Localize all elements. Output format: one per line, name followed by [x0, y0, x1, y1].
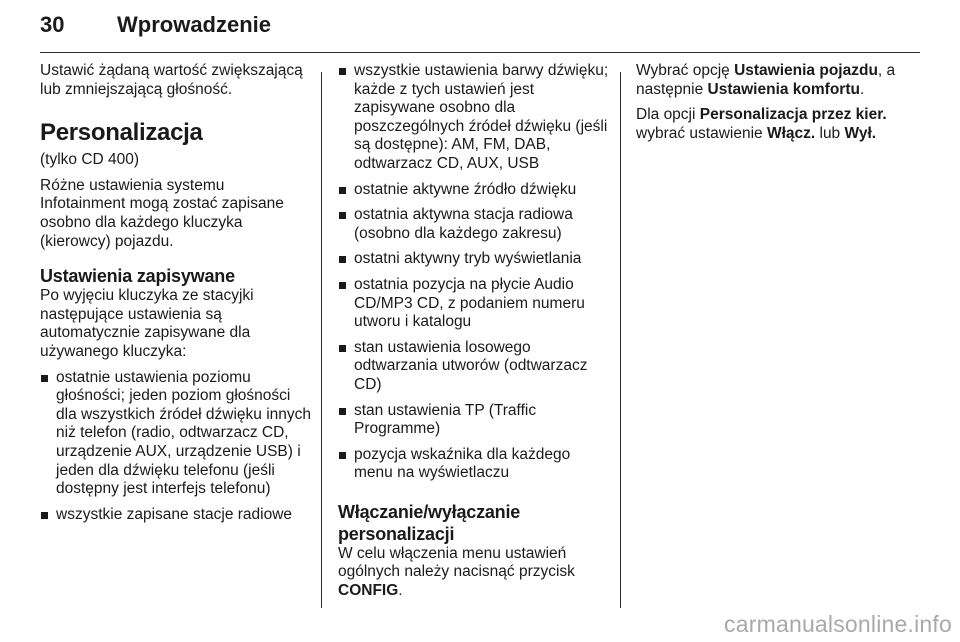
page-header — [40, 0, 920, 53]
column-middle — [338, 62, 612, 608]
config-button-label: CONFIG — [338, 582, 399, 600]
square-bullet-icon — [339, 68, 346, 75]
list-item: ostatni aktywny tryb wyświetlania — [338, 250, 612, 269]
subsection-heading: Włączanie/wyłączanie personalizacji — [338, 501, 521, 544]
body-paragraph: Wybrać opcję Ustawienia pojazdu, a następnie Ustawienia komfortu. — [636, 62, 896, 98]
menu-option: Ustawienia pojazdu — [734, 62, 878, 79]
square-bullet-icon — [339, 408, 346, 415]
square-bullet-icon — [41, 512, 48, 519]
menu-option: Ustawienia komfortu — [707, 80, 860, 98]
subsection-heading: Ustawienia zapisywane — [40, 266, 235, 287]
body-paragraph: W celu włączenia menu ustawień ogólnych należy nacisnąć przycisk CONFIG. — [338, 544, 575, 600]
page-number: 30 — [40, 12, 65, 37]
settings-list — [40, 369, 312, 525]
column-right — [636, 62, 926, 150]
chapter-title: Wprowadzenie — [117, 12, 272, 37]
section-heading: Personalizacja — [40, 119, 203, 147]
column-divider — [321, 72, 322, 608]
list-item: pozycja wskaźnika dla każdego menu na wyświetlaczu — [338, 446, 612, 483]
square-bullet-icon — [339, 256, 346, 263]
list-item: ostatnie aktywne źródło dźwięku — [338, 181, 612, 200]
settings-list — [338, 62, 612, 483]
square-bullet-icon — [339, 212, 346, 219]
menu-option: Personalizacja przez kier. — [699, 106, 887, 124]
square-bullet-icon — [41, 375, 48, 382]
body-paragraph: Dla opcji Personalizacja przez kier. wybrać ustawienie Włącz. lub Wył. — [636, 106, 887, 142]
square-bullet-icon — [339, 282, 346, 289]
column-left — [40, 62, 312, 531]
square-bullet-icon — [339, 452, 346, 459]
column-divider — [620, 72, 621, 608]
list-item: ostatnia aktywna stacja radiowa (osobno dla każdego zakresu) — [338, 206, 612, 243]
square-bullet-icon — [339, 345, 346, 352]
watermark: carmanualsonline.info — [724, 611, 952, 637]
list-item: stan ustawienia losowego odtwarzania utworów (odtwarzacz CD) — [338, 339, 612, 395]
list-item: ostatnie ustawienia poziomu głośności; jeden poziom głośności dla wszystkich źródeł dźwięku innych niż telefon (radio, odtwarzacz CD, urządzenie AUX, urządzenie USB) i jeden dla dźwięku telefonu (jeśli dostępny jest interfejs telefonu) — [40, 369, 312, 499]
menu-option: Wył. — [844, 124, 877, 142]
list-item: wszystkie zapisane stacje radiowe — [40, 506, 312, 525]
menu-option: Włącz. — [766, 124, 816, 142]
list-item: stan ustawienia TP (Traffic Programme) — [338, 402, 612, 439]
body-paragraph: Po wyjęciu kluczyka ze stacyjki następujące ustawienia są automatycznie zapisywane dla używanego kluczyka: — [40, 287, 254, 360]
list-item: wszystkie ustawienia barwy dźwięku; każde z tych ustawień jest zapisywane osobno dla poszczególnych źródeł dźwięku (jeśli są dostępne): AM, FM, DAB, odtwarzacz CD, AUX, USB — [338, 62, 612, 174]
intro-text: Ustawić żądaną wartość zwiększającą lub zmniejszającą głośność. — [40, 62, 303, 98]
list-item: ostatnia pozycja na płycie Audio CD/MP3 CD, z podaniem numeru utworu i katalogu — [338, 276, 612, 332]
body-paragraph: Różne ustawienia systemu Infotainment mogą zostać zapisane osobno dla każdego kluczyka (kierowcy) pojazdu. — [40, 176, 284, 250]
square-bullet-icon — [339, 187, 346, 194]
section-note: (tylko CD 400) — [40, 151, 140, 169]
